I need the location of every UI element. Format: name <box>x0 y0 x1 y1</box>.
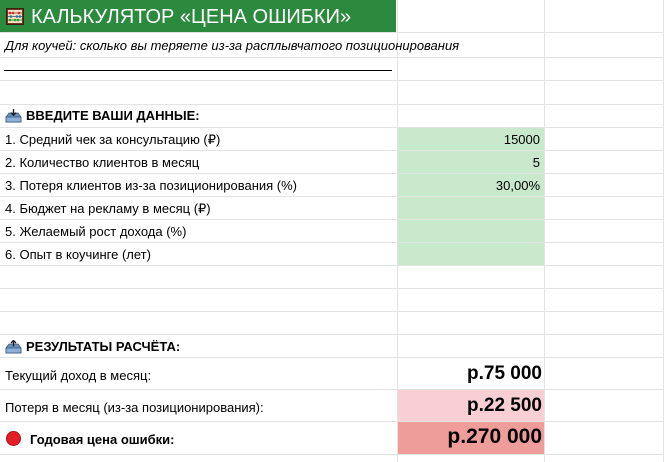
input-value-5[interactable] <box>398 224 540 240</box>
input-label-1: 1. Средний чек за консультацию (₽) <box>5 132 221 147</box>
input-value-4[interactable] <box>398 201 540 217</box>
input-value-2[interactable]: 5 <box>532 155 540 170</box>
current-income-label: Текущий доход в месяц: <box>5 368 152 383</box>
annual-cost-value: р.270 000 <box>447 425 542 448</box>
abacus-icon <box>6 8 24 25</box>
input-value-1[interactable]: 15000 <box>503 132 540 147</box>
input-value-6[interactable] <box>398 247 540 263</box>
annual-cost-label: Годовая цена ошибки: <box>30 432 175 447</box>
current-income-value: р.75 000 <box>467 363 542 384</box>
inputs-header: ВВЕДИТЕ ВАШИ ДАННЫЕ: <box>26 108 200 123</box>
monthly-loss-label: Потеря в месяц (из-за позиционирования): <box>5 400 264 415</box>
results-header: РЕЗУЛЬТАТЫ РАСЧЁТА: <box>26 339 181 354</box>
underline-divider <box>4 70 392 71</box>
input-label-3: 3. Потеря клиентов из-за позиционирования (%) <box>5 178 297 193</box>
input-label-2: 2. Количество клиентов в месяц <box>5 155 200 170</box>
monthly-loss-value: р.22 500 <box>467 395 542 416</box>
input-value-3[interactable]: 30,00% <box>495 178 540 193</box>
input-label-6: 6. Опыт в коучинге (лет) <box>5 247 151 262</box>
subtitle: Для коучей: сколько вы теряете из-за расплывчатого позиционирования <box>5 38 460 53</box>
input-label-4: 4. Бюджет на рекламу в месяц (₽) <box>5 201 211 216</box>
title-banner <box>0 0 396 32</box>
page-title: КАЛЬКУЛЯТОР «ЦЕНА ОШИБКИ» <box>31 6 352 28</box>
input-label-5: 5. Желаемый рост дохода (%) <box>5 224 187 239</box>
outbox-tray-icon <box>5 340 22 354</box>
red-circle-icon <box>6 431 21 446</box>
inbox-tray-icon <box>5 109 22 123</box>
